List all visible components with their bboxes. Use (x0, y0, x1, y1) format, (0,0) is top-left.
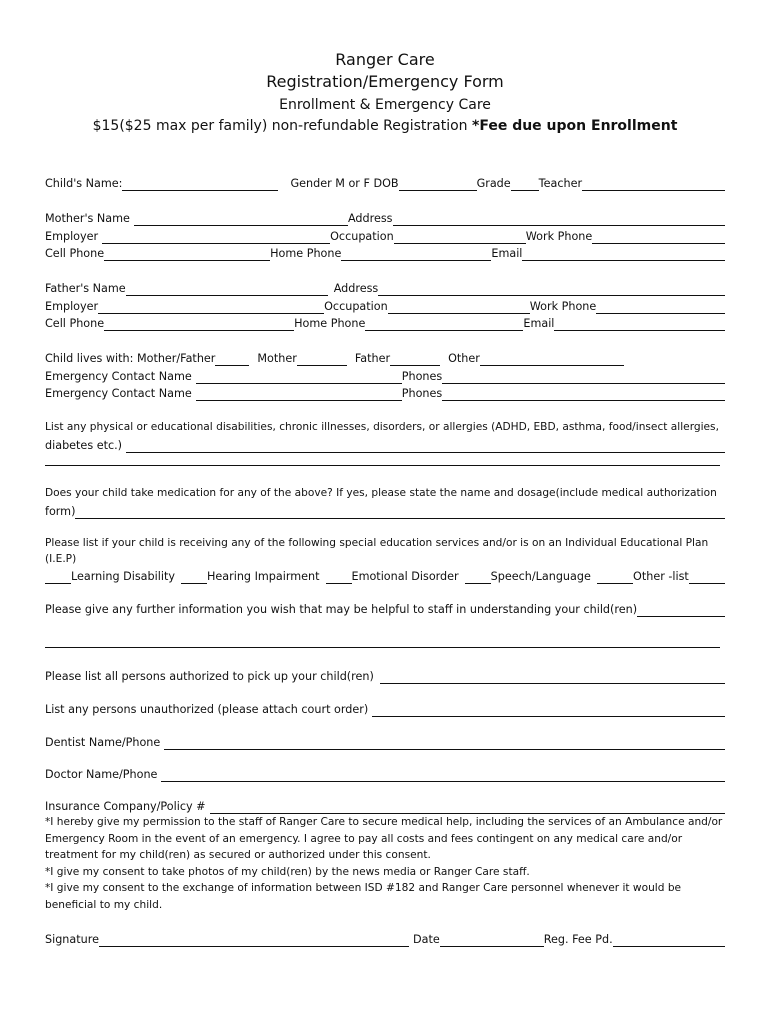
father-phone-row (45, 314, 725, 331)
insurance-row (45, 797, 725, 814)
father-employer-field[interactable] (98, 300, 324, 314)
father-occupation-field[interactable] (388, 300, 530, 314)
other-check[interactable] (597, 570, 633, 584)
father-name-label: Father's Name (45, 282, 126, 295)
mother-occupation-field[interactable] (394, 230, 526, 244)
iep-label: (I.E.P) (45, 553, 77, 565)
lives-mother-field[interactable] (297, 352, 347, 366)
signature-row (45, 930, 725, 947)
father-home-label: Home Phone (294, 317, 366, 330)
child-row (45, 174, 725, 191)
dob-field[interactable] (399, 177, 477, 191)
child-name-field[interactable] (122, 177, 278, 191)
disabilities-label: diabetes etc.) (45, 439, 123, 452)
mother-cell-label: Cell Phone (45, 247, 105, 260)
consent-medical-line-2: Emergency Room in the event of an emergency. I agree to pay all costs and fees contingent on any medical care and/or (45, 832, 683, 845)
father-cell-label: Cell Phone (45, 317, 105, 330)
emergency-contact-label-2: Emergency Contact Name (45, 387, 192, 400)
mother-phone-row (45, 244, 725, 261)
date-label: Date (412, 933, 440, 946)
dentist-field[interactable] (164, 736, 725, 750)
mother-name-label: Mother's Name (45, 212, 130, 225)
disabilities-row (45, 436, 725, 453)
mother-employer-row (45, 227, 725, 244)
hearing-impairment-label: Hearing Impairment (206, 570, 320, 583)
father-email-label: Email (523, 317, 555, 330)
mother-employer-field[interactable] (102, 230, 330, 244)
reg-fee-paid-field[interactable] (613, 933, 725, 947)
emergency-contact-label-1: Emergency Contact Name (45, 370, 192, 383)
grade-field[interactable] (511, 177, 539, 191)
father-address-field[interactable] (378, 282, 725, 296)
child-name-label: Child's Name: (45, 177, 123, 190)
speech-language-check[interactable] (465, 570, 491, 584)
lives-father-label: Father (354, 352, 391, 365)
insurance-field[interactable] (210, 800, 725, 814)
consent-info-line-1: *I give my consent to the exchange of information between ISD #182 and Ranger Care personnel whenever it would be (45, 882, 682, 894)
fee-text: $15($25 max per family) non-refundable Registration (92, 118, 468, 134)
fee-note: *Fee due upon Enrollment (472, 118, 678, 134)
unauthorized-field[interactable] (372, 703, 725, 717)
consent-section (45, 814, 725, 913)
mother-cell-field[interactable] (104, 247, 270, 261)
insurance-label: Insurance Company/Policy # (45, 800, 206, 813)
father-work-phone-label: Work Phone (529, 300, 597, 313)
unauthorized-label: List any persons unauthorized (please attach court order) (45, 703, 369, 716)
emotional-disorder-check[interactable] (326, 570, 352, 584)
consent-medical-line-1: *I hereby give my permission to the staff of Ranger Care to secure medical help, including the services of an Ambulance and/or (45, 816, 723, 828)
emergency-phones-label-1: Phones (401, 370, 443, 383)
mother-home-label: Home Phone (270, 247, 342, 260)
father-home-field[interactable] (365, 317, 523, 331)
unauthorized-row (45, 700, 725, 717)
mother-name-row (45, 209, 725, 226)
fee-line (0, 118, 770, 134)
mother-address-label: Address (347, 212, 393, 225)
mother-occupation-label: Occupation (330, 230, 394, 243)
mother-address-field[interactable] (393, 212, 726, 226)
mother-email-field[interactable] (522, 247, 725, 261)
emotional-disorder-label: Emotional Disorder (351, 570, 459, 583)
form-subtitle: Registration/Emergency Form (266, 72, 504, 91)
father-employer-label: Employer (45, 300, 99, 313)
emergency-contact-field-2[interactable] (196, 387, 402, 401)
teacher-label: Teacher (538, 177, 583, 190)
authorized-pickup-field[interactable] (380, 670, 725, 684)
disabilities-question: List any physical or educational disabilities, chronic illnesses, disorders, or allergies (ADHD, EBD, asthma, food/insect allergies, (45, 421, 719, 433)
medication-question: Does your child take medication for any of the above? If yes, please state the name and dosage(include medical authorization (45, 487, 717, 499)
lives-mother-label: Mother (257, 352, 297, 365)
father-email-field[interactable] (554, 317, 725, 331)
other-list-field[interactable] (689, 570, 725, 584)
hearing-impairment-check[interactable] (181, 570, 207, 584)
special-ed-question: Please list if your child is receiving any of the following special education services and/or is on an Individual Educational Plan (45, 537, 709, 549)
reg-fee-paid-label: Reg. Fee Pd. (543, 933, 613, 946)
lives-with-row (45, 349, 725, 366)
consent-medical-line-3: treatment for my child(ren) as secured or authorized under this consent. (45, 849, 431, 861)
special-ed-options-row (45, 567, 725, 584)
father-address-label: Address (333, 282, 379, 295)
signature-label: Signature (45, 933, 99, 946)
medication-row (45, 502, 725, 519)
emergency-contact-row-1 (45, 367, 725, 384)
emergency-contact-row-2 (45, 384, 725, 401)
emergency-phones-field-2[interactable] (442, 387, 725, 401)
program-name: Enrollment & Emergency Care (279, 97, 491, 113)
medication-field[interactable] (75, 505, 725, 519)
mother-home-field[interactable] (341, 247, 491, 261)
father-work-phone-field[interactable] (596, 300, 725, 314)
emergency-phones-field-1[interactable] (442, 370, 725, 384)
doctor-row (45, 765, 725, 782)
lives-other-field[interactable] (480, 352, 624, 366)
mother-work-phone-label: Work Phone (525, 230, 593, 243)
authorized-pickup-row (45, 667, 725, 684)
mother-name-field[interactable] (134, 212, 348, 226)
emergency-phones-label-2: Phones (401, 387, 443, 400)
mother-email-label: Email (491, 247, 523, 260)
form-title: Ranger Care (335, 50, 435, 69)
mother-father-field[interactable] (215, 352, 249, 366)
father-cell-field[interactable] (104, 317, 294, 331)
teacher-field[interactable] (582, 177, 725, 191)
mother-work-phone-field[interactable] (592, 230, 725, 244)
mother-employer-label: Employer (45, 230, 99, 243)
dentist-row (45, 733, 725, 750)
signature-field[interactable] (99, 933, 409, 947)
learning-disability-label: Learning Disability (71, 570, 175, 583)
lives-with-label: Child lives with: Mother/Father (45, 352, 216, 365)
father-name-field[interactable] (126, 282, 328, 296)
grade-label: Grade (476, 177, 511, 190)
doctor-field[interactable] (161, 768, 725, 782)
further-info-field[interactable] (637, 603, 725, 617)
father-name-row (45, 279, 725, 296)
doctor-label: Doctor Name/Phone (45, 768, 158, 781)
further-info-extra-line[interactable] (45, 647, 720, 648)
consent-info-line-2: beneficial to my child. (45, 898, 163, 911)
father-employer-row (45, 297, 725, 314)
date-field[interactable] (440, 933, 544, 947)
further-info-label: Please give any further information you wish that may be helpful to staff in understanding your child(ren) (45, 603, 638, 616)
lives-other-label: Other (448, 352, 480, 365)
father-occupation-label: Occupation (324, 300, 388, 313)
learning-disability-check[interactable] (45, 570, 71, 584)
lives-father-field[interactable] (390, 352, 440, 366)
speech-language-label: Speech/Language (490, 570, 591, 583)
disabilities-field[interactable] (126, 439, 725, 453)
further-info-row (45, 600, 725, 617)
medication-label: form) (45, 505, 76, 518)
disabilities-extra-line[interactable] (45, 465, 720, 466)
authorized-pickup-label: Please list all persons authorized to pick up your child(ren) (45, 670, 374, 683)
other-list-label: Other -list (633, 570, 689, 583)
emergency-contact-field-1[interactable] (196, 370, 402, 384)
gender-dob-label: Gender M or F DOB (290, 177, 399, 190)
consent-photos: *I give my consent to take photos of my child(ren) by the news media or Ranger Care staff. (45, 865, 530, 878)
dentist-label: Dentist Name/Phone (45, 736, 161, 749)
